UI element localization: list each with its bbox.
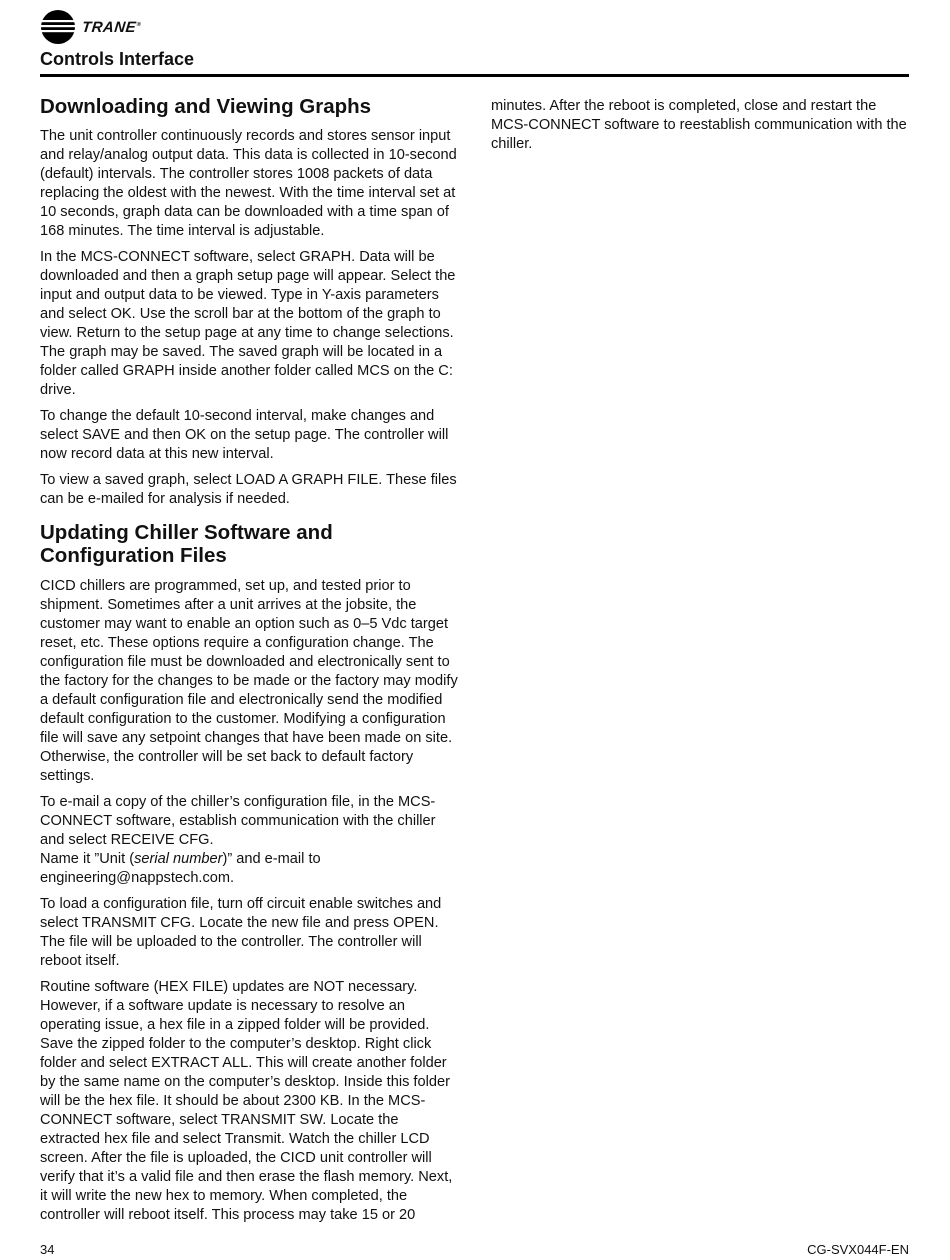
heading-downloading-graphs: Downloading and Viewing Graphs	[40, 95, 372, 118]
left-column	[40, 92, 458, 1232]
paragraph: minutes. After the reboot is completed, close and restart the MCS-CONNECT software to reestablish communication with the chiller.	[491, 98, 907, 152]
section-title: Controls Interface	[40, 49, 195, 69]
paragraph: To load a configuration file, turn off circuit enable switches and select TRANSMIT CFG. Locate the new file and press OPEN. The file will be uploaded to the controller. The controller will reboot itself.	[40, 896, 442, 969]
paragraph: To view a saved graph, select LOAD A GRAPH FILE. These files can be e-mailed for analysis if needed.	[40, 472, 457, 507]
paragraph: The unit controller continuously records and stores sensor input and relay/analog output data. This data is collected in 10-second (default) intervals. The controller stores 1008 packets of data replacing the oldest with the newest. With the time interval set at 10 seconds, graph data can be downloaded with a time span of 168 minutes. The time interval is adjustable.	[40, 128, 457, 239]
paragraph: Routine software (HEX FILE) updates are NOT necessary. However, if a software update is necessary to resolve an operating issue, a hex file in a zipped folder will be provided. Save the zipped folder to the computer’s desktop. Right click folder and select EXTRACT ALL. This will create another folder by the same name on the computer’s desktop. Inside this folder will be the hex file. It should be about 2300 KB. In the MCS-CONNECT software, select TRANSMIT SW. Locate the extracted hex file and select Transmit. Watch the chiller LCD screen. After the file is uploaded, the CICD unit controller will verify that it’s a valid file and then erase the flash memory. Next, it will write the new hex to memory. When completed, the controller will reboot itself. This process may take 15 or 20	[40, 979, 453, 1223]
heading-updating-software: Updating Chiller Software and Configuration Files	[40, 521, 333, 567]
trane-logo-icon	[40, 9, 76, 45]
paragraph-email-config: To e-mail a copy of the chiller’s configuration file, in the MCS-CONNECT software, establish communication with the chiller and select RECEIVE CFG. Name it ”Unit (serial number)” and e-mail to engineering@nappstech.com.	[40, 793, 458, 888]
brand-name: TRANE®	[81, 18, 142, 36]
page-number: 34	[40, 1242, 55, 1257]
header-logo	[40, 9, 141, 45]
header-rule	[40, 74, 909, 77]
right-column	[491, 97, 909, 161]
paragraph: To change the default 10-second interval, make changes and select SAVE and then OK on the setup page. The controller will now record data at this new interval.	[40, 408, 449, 462]
paragraph: In the MCS-CONNECT software, select GRAPH. Data will be downloaded and then a graph setup page will appear. Select the input and output data to be viewed. Type in Y-axis parameters and select OK. Use the scroll bar at the bottom of the graph to view. Return to the setup page at any time to change selections. The graph may be saved. The saved graph will be located in a folder called GRAPH inside another folder called MCS on the C: drive.	[40, 249, 456, 398]
email-address: engineering@nappstech.com.	[40, 870, 235, 886]
paragraph: CICD chillers are programmed, set up, and tested prior to shipment. Sometimes after a unit arrives at the jobsite, the customer may want to enable an option such as 0–5 Vdc target reset, etc. These options require a configuration change. The configuration file must be downloaded and electronically sent to the factory for the changes to be made or the factory may modify a default configuration file and electronically send the modified default configuration to the customer. Modifying a configuration file will save any setpoint changes that have been made on site. Otherwise, the controller will be set back to default factory settings.	[40, 578, 458, 784]
document-id: CG-SVX044F-EN	[807, 1242, 909, 1257]
